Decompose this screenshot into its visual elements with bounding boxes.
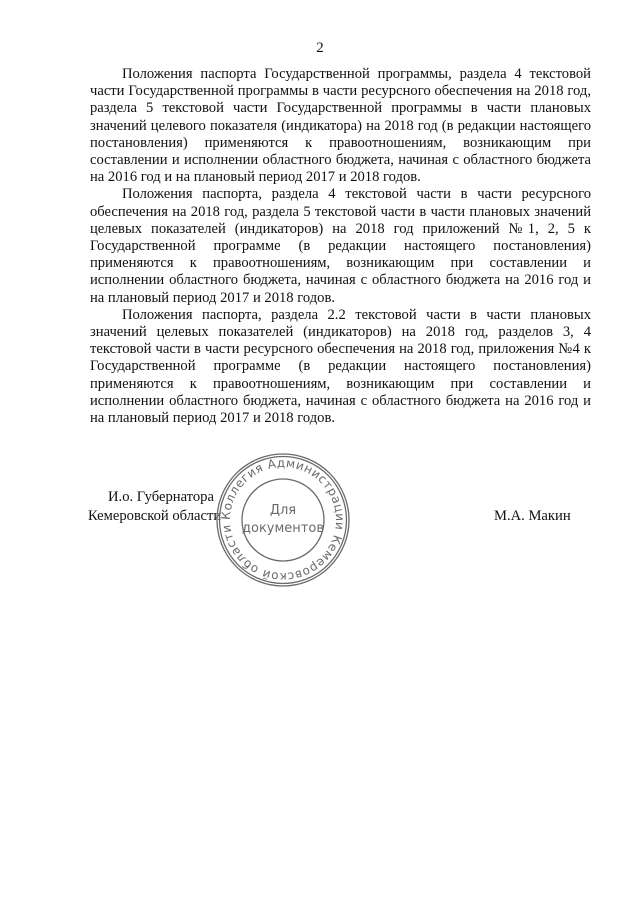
- signatory-title: [88, 488, 221, 526]
- paragraph-2: Положения паспорта, раздела 4 текстовой части в части ресурсного обеспечения на 2018 год, раздела 5 текстовой части в части плановых значений целевых показателей (индикаторов) на 2018 год приложений №1, 2, 5 к Государственной программе (в редакции настоящего постановления) применяются к правоотношениям, возникающим при составлении и исполнении областного бюджета, начиная с областного бюджета на 2016 год и на плановый период 2017 и 2018 годов.: [90, 186, 591, 306]
- paragraph-3: Положения паспорта, раздела 2.2 текстовой части в части плановых значений целевых показателей (индикаторов) на 2018 год, разделов 3, 4 текстовой части в части ресурсного обеспечения на 2018 год, приложения №4 к Государственной программе (в редакции настоящего постановления) применяются к правоотношениям, возникающим при составлении и исполнении областного бюджета, начиная с областного бюджета на 2016 год и на плановый период 2017 и 2018 годов.: [90, 306, 591, 427]
- paragraph-1: Положения паспорта Государственной программы, раздела 4 текстовой части Государственной программы в части ресурсного обеспечения на 2018 год, раздела 5 текстовой части Государственной программы в части плановых значений целевого показателя (индикатора) на 2018 год (в редакции настоящего постановления) применяются к правоотношениям, возникающим при составлении и исполнении областного бюджета, начиная с областного бюджета на 2016 год и на плановый период 2017 и 2018 годов.: [90, 66, 591, 186]
- signatory-title-line-2: Кемеровской области: [88, 508, 222, 524]
- signatory-title-line-1: И.о. Губернатора: [108, 489, 214, 505]
- page-number: 2: [316, 40, 324, 56]
- stamp-ring-text: Коллегия Администрации Кемеровской области: [218, 455, 348, 585]
- document-body: [90, 66, 591, 427]
- stamp-center-line-1: Для: [269, 503, 297, 518]
- signatory-name: М.А. Макин: [494, 508, 571, 524]
- official-stamp-seal: [213, 450, 353, 590]
- stamp-center-line-2: документов: [242, 521, 324, 536]
